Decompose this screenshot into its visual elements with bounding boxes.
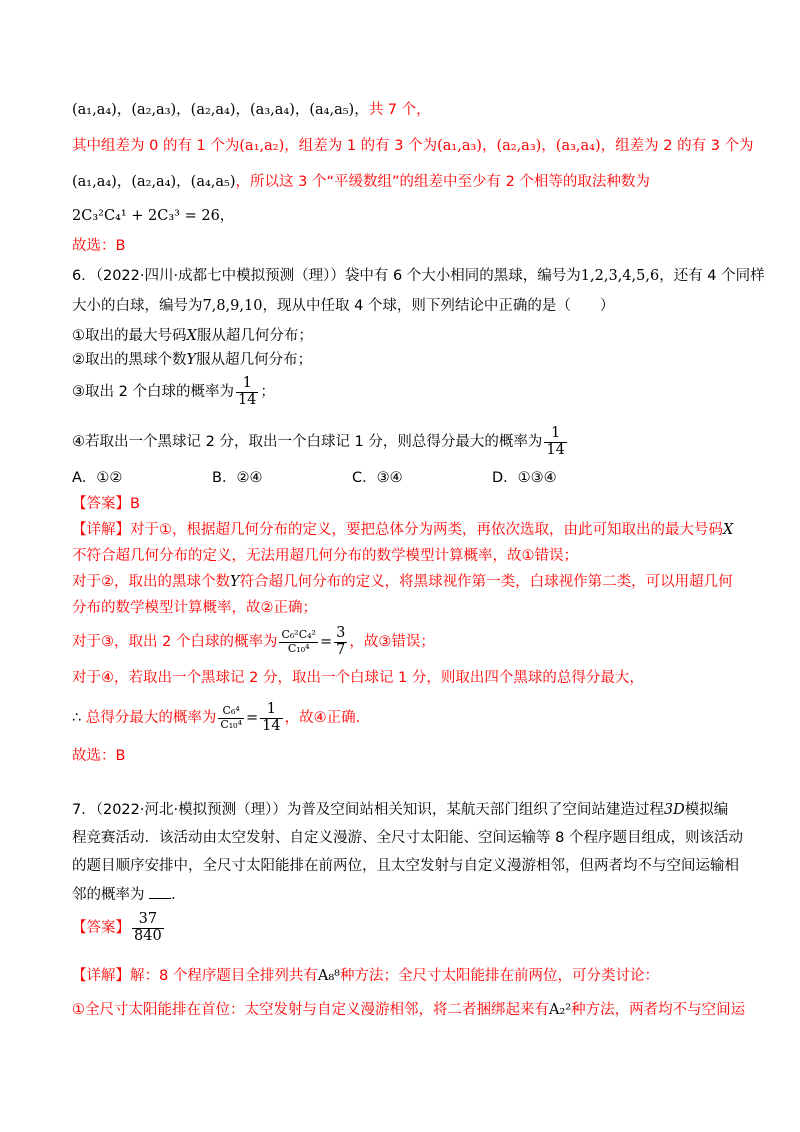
fraction: [544, 426, 566, 459]
text-seg: 种方法，两者均不与空间运: [571, 1002, 746, 1018]
option-b: B．②④: [212, 470, 263, 486]
text-seg: ，还有 4 个同样: [659, 268, 765, 284]
q7-stem-1: [72, 800, 728, 820]
text-seg: ．: [171, 887, 186, 903]
denominator: C₁₀⁴: [220, 717, 242, 731]
q7-stem-2: 程竞赛活动．该活动由太空发射、自定义漫游、全尺寸太阳能、空间运输等 8 个程序题目组成，则该活动: [72, 830, 743, 846]
text-seg: ②取出的黑球个数: [72, 352, 187, 368]
text-seg: 6．（2022·四川·成都七中模拟预测（理））袋中有 6 个大小相同的黑球，编号为: [72, 268, 581, 284]
denominator: 14: [262, 717, 281, 734]
pairs-count: 共 7 个，: [368, 102, 431, 118]
choice-b-2: 故选：B: [72, 748, 126, 764]
numerator: 1: [260, 702, 282, 719]
option-c: C．③④: [352, 470, 403, 486]
option-a: A．①②: [72, 470, 123, 486]
text-seg: 服从超几何分布；: [196, 328, 313, 344]
text-seg: 大小的白球，编号为: [72, 298, 203, 314]
q6-detail-1: [72, 520, 733, 540]
q6-stem-2: [72, 296, 614, 316]
text-seg: ，组差为 2 的有 3 个为: [600, 138, 754, 154]
q7-stem-4: [72, 884, 186, 905]
text-seg: ，现从中任取 4 个球，则下列结论中正确的是（ ）: [262, 298, 615, 314]
numerator: C₆⁴: [218, 705, 244, 718]
math-seg: Y: [186, 352, 197, 368]
answer-blank: [149, 884, 171, 899]
text-seg: ；: [260, 384, 275, 400]
fraction: [334, 626, 347, 659]
fraction: [132, 912, 164, 945]
text-seg: ，所以这 3 个“平缓数组”的组差中至少有 2 个相等的取法种数为: [235, 174, 650, 190]
text-seg: 总得分最大的概率为: [85, 710, 217, 726]
text-seg: ③取出 2 个白球的概率为: [72, 384, 234, 400]
math-seg: X: [723, 522, 734, 538]
q6-statement-1: [72, 326, 313, 346]
q6-statement-3: [72, 374, 275, 410]
text-seg: ，组差为 1 的有 3 个为: [284, 138, 438, 154]
text-seg: 【详解】对于①，根据超几何分布的定义，要把总体分为两类，再依次选取，由此可知取出的最大号码: [72, 522, 723, 538]
numerator: 37: [132, 912, 164, 929]
math-seg: X: [186, 328, 197, 344]
text-seg: ④若取出一个黑球记 2 分，取出一个白球记 1 分，则总得分最大的概率为: [72, 434, 543, 450]
text-seg: ①取出的最大号码: [72, 328, 187, 344]
math-seg: A₈⁸: [317, 968, 340, 984]
math-seg: A₂²: [549, 1002, 572, 1018]
q7-answer: [72, 910, 166, 946]
group-diff-line-2: [72, 172, 650, 192]
math-seg: (a₁,a₄)，(a₂,a₄)，(a₄,a₅): [72, 174, 236, 190]
count-formula: 2C₃²C₄¹ + 2C₃³ = 26: [72, 208, 220, 224]
q7-detail-2: [72, 1000, 745, 1020]
choice-b-1: 故选：B: [72, 238, 126, 254]
text-seg: 邻的概率为: [72, 887, 145, 903]
q6-stem-1: [72, 266, 765, 286]
denominator: C₁₀⁴: [287, 641, 310, 655]
option-d: D．①③④: [492, 470, 557, 486]
q6-statement-2: [72, 350, 312, 370]
numerator: 1: [236, 376, 258, 393]
math-seg: Y: [230, 574, 240, 590]
numerator: 3: [336, 624, 346, 641]
answer-label: 【答案】: [72, 920, 130, 936]
q6-detail-7: [72, 700, 370, 736]
q6-detail-2: 不符合超几何分布的定义，无法用超几何分布的数学模型计算概率，故①错误；: [72, 548, 578, 564]
text-seg: 种方法；全尺寸太阳能排在前两位，可分类讨论：: [339, 968, 659, 984]
denominator: 7: [336, 641, 346, 658]
fraction: [260, 702, 282, 735]
numerator: 1: [544, 426, 566, 443]
text-seg: ，故④正确．: [284, 710, 371, 726]
text-seg: ①全尺寸太阳能排在首位：太空发射与自定义漫游相邻，将二者捆绑起来有: [72, 1002, 549, 1018]
pairs-line: [72, 100, 431, 120]
therefore-symbol: ∴: [72, 710, 82, 726]
q6-detail-5: [72, 624, 435, 660]
text-seg: 其中组差为 0 的有 1 个为: [72, 138, 240, 154]
q7-detail-1: [72, 966, 659, 986]
text-seg: 模拟编: [684, 802, 729, 818]
q6-statement-4: [72, 424, 569, 460]
fraction: [218, 705, 244, 730]
denominator: 840: [134, 927, 162, 944]
fraction: [236, 376, 258, 409]
equals: =: [246, 710, 259, 726]
numerator: C₆²C₄²: [281, 628, 316, 642]
math-seg: 1,2,3,4,5,6: [580, 268, 660, 284]
text-seg: 对于③，取出 2 个白球的概率为: [72, 634, 278, 650]
text-seg: 7．（2022·河北·模拟预测（理））为普及空间站相关知识，某航天部门组织了空间站建造过程: [72, 802, 664, 818]
q6-answer: 【答案】B: [72, 496, 140, 512]
math-seg: (a₁,a₃)，(a₂,a₃)，(a₃,a₄): [437, 138, 601, 154]
math-seg: 3D: [663, 802, 685, 818]
math-seg: (a₁,a₂): [239, 138, 285, 154]
text-seg: 符合超几何分布的定义，将黑球视作第一类，白球视作第二类，可以用超几何: [239, 574, 733, 590]
text-seg: 【详解】解：8 个程序题目全排列共有: [72, 968, 318, 984]
denominator: 14: [237, 391, 257, 408]
q6-detail-6: 对于④，若取出一个黑球记 2 分，取出一个白球记 1 分，则取出四个黑球的总得分最大，: [72, 670, 644, 686]
count-formula-line: [72, 206, 234, 226]
q7-stem-3: 的题目顺序安排中，全尺寸太阳能排在前两位，且太空发射与自定义漫游相邻，但两者均不与空间运输相: [72, 858, 739, 874]
q6-detail-3: [72, 572, 733, 592]
text-seg: 对于②，取出的黑球个数: [72, 574, 230, 590]
math-seg: 7,8,9,10: [202, 298, 263, 314]
text-seg: ，: [219, 208, 235, 224]
equals: =: [319, 634, 333, 650]
pairs-text: (a₁,a₄)，(a₂,a₃)，(a₂,a₄)，(a₃,a₄)，(a₄,a₅)，: [72, 102, 369, 118]
fraction: [279, 629, 317, 654]
text-seg: ，故③错误；: [349, 634, 435, 650]
group-diff-line-1: [72, 136, 754, 156]
q6-detail-4: 分布的数学模型计算概率，故②正确；: [72, 600, 317, 616]
text-seg: 服从超几何分布；: [196, 352, 313, 368]
denominator: 14: [546, 441, 565, 458]
